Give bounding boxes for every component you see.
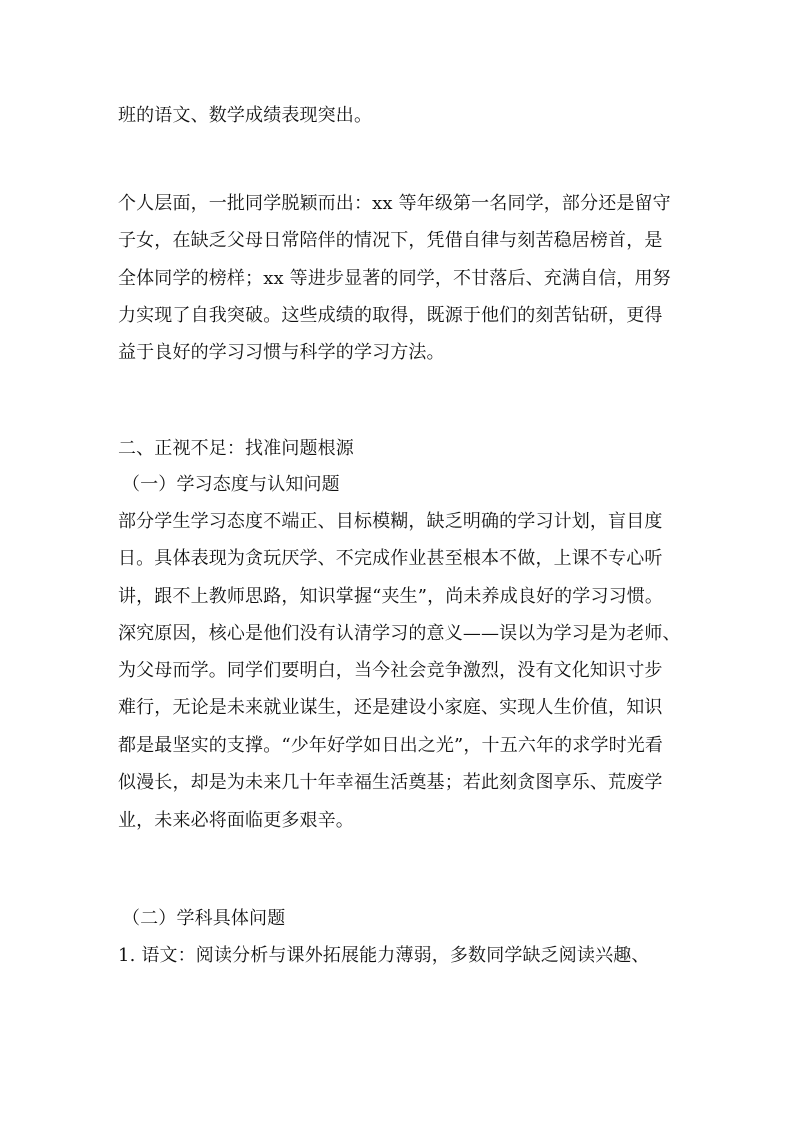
paragraph-2-line-2: 子女，在缺乏父母日常陪伴的情况下，凭借自律与刻苦稳居榜首，是 xyxy=(118,230,663,251)
subsection-1-line-9: 业，未来必将面临更多艰辛。 xyxy=(118,810,354,831)
subsection-1-line-8: 似漫长，却是为未来几十年幸福生活奠基；若此刻贪图享乐、荒废学 xyxy=(118,772,663,793)
subsection-1-line-3: 讲，跟不上教师思路，知识掌握“夹生”，尚未养成良好的学习习惯。 xyxy=(118,586,664,607)
subsection-1-line-5: 为父母而学。同学们要明白，当今社会竞争激烈，没有文化知识寸步 xyxy=(118,660,663,681)
paragraph-2-line-1: 个人层面，一批同学脱颖而出：xx 等年级第一名同学，部分还是留守 xyxy=(118,193,671,214)
subsection-1-line-4: 深究原因，核心是他们没有认清学习的意义——误以为学习是为老师、 xyxy=(118,623,681,644)
subsection-1-line-2: 日。具体表现为贪玩厌学、不完成作业甚至根本不做，上课不专心听 xyxy=(118,548,663,569)
paragraph-2-line-4: 力实现了自我突破。这些成绩的取得，既源于他们的刻苦钻研，更得 xyxy=(118,305,663,326)
subsection-1-heading: （一）学习态度与认知问题 xyxy=(122,474,340,495)
paragraph-1-line-1: 班的语文、数学成绩表现突出。 xyxy=(118,105,373,126)
paragraph-2-line-5: 益于良好的学习习惯与科学的学习方法。 xyxy=(118,342,445,363)
subsection-1-line-7: 都是最坚实的支撑。“少年好学如日出之光”，十五六年的求学时光看 xyxy=(118,735,664,756)
subsection-2-line-1: 1. 语文：阅读分析与课外拓展能力薄弱，多数同学缺乏阅读兴趣、 xyxy=(118,945,650,966)
subsection-1-line-6: 难行，无论是未来就业谋生，还是建设小家庭、实现人生价值，知识 xyxy=(118,697,663,718)
subsection-2-heading: （二）学科具体问题 xyxy=(122,908,286,929)
paragraph-2-line-3: 全体同学的榜样；xx 等进步显著的同学，不甘落后、充满自信，用努 xyxy=(118,268,671,289)
section-2-heading: 二、正视不足：找准问题根源 xyxy=(118,438,354,459)
subsection-1-line-1: 部分学生学习态度不端正、目标模糊，缺乏明确的学习计划，盲目度 xyxy=(118,511,663,532)
